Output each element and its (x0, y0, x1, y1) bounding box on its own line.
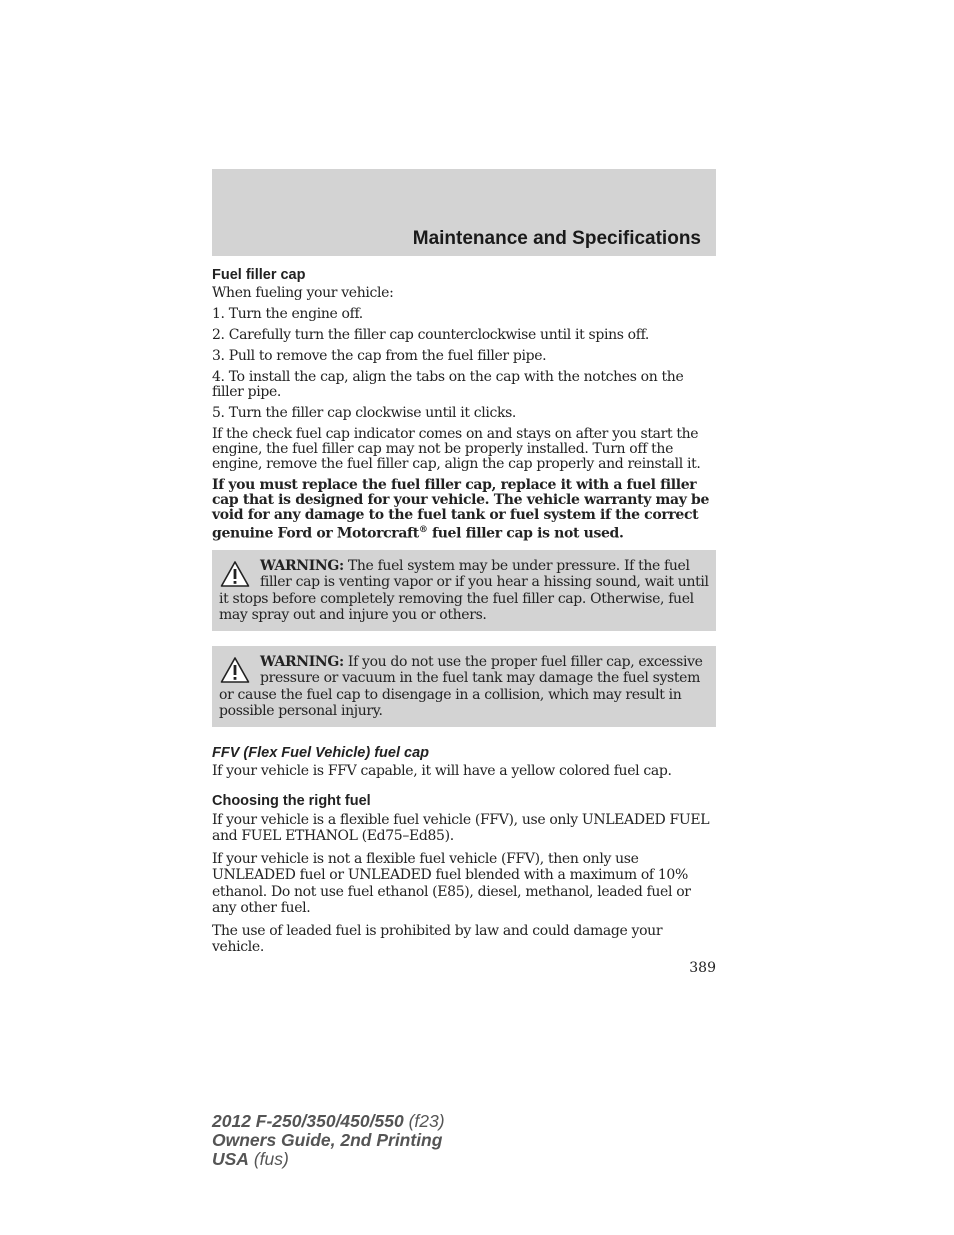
warning-box-pressure (212, 550, 716, 631)
warning-label: WARNING: (260, 653, 344, 670)
page-content (212, 267, 716, 962)
section-header-band (212, 169, 716, 256)
heading-ffv-fuel-cap: FFV (Flex Fuel Vehicle) fuel cap (212, 744, 430, 761)
warning-body: The fuel system may be under pressure. If the fuel filler cap is venting vapor or if you hear a hissing sound, wait until it stops before completely removing the fuel filler cap. Otherwise, fuel may spray out and injure you or others. (219, 557, 709, 624)
document-footer (212, 1112, 445, 1169)
step-1: 1. Turn the engine off. (212, 306, 363, 322)
replace-cap-note-b: fuel filler cap is not used. (427, 525, 624, 542)
step-3: 3. Pull to remove the cap from the fuel filler pipe. (212, 348, 547, 364)
warning-box-proper-cap (212, 646, 716, 727)
warning-text-proper-cap (219, 654, 710, 720)
footer-model-code: (f23) (403, 1111, 445, 1131)
step-5: 5. Turn the filler cap clockwise until it clicks. (212, 405, 517, 421)
footer-line-printing: Owners Guide, 2nd Printing (212, 1130, 443, 1150)
warning-triangle-icon (220, 656, 250, 684)
footer-line-model (212, 1112, 445, 1131)
heading-fuel-filler-cap: Fuel filler cap (212, 267, 306, 283)
footer-market-code: (fus) (248, 1149, 289, 1169)
footer-market: USA (212, 1149, 249, 1169)
page-number: 389 (689, 960, 716, 976)
warning-label: WARNING: (260, 557, 344, 574)
step-2: 2. Carefully turn the filler cap counterclockwise until it spins off. (212, 327, 650, 343)
ffv-text: If your vehicle is FFV capable, it will have a yellow colored fuel cap. (212, 762, 672, 779)
replace-cap-note (212, 478, 716, 542)
indicator-note: If the check fuel cap indicator comes on and stays on after you start the engine, the fuel filler cap may not be properly installed. Turn off the engine, remove the fuel filler cap, align the cap properly and reinstall it. (212, 426, 701, 472)
registered-mark: ® (418, 525, 428, 535)
footer-model: 2012 F-250/350/450/550 (212, 1111, 404, 1131)
warning-triangle-icon (220, 560, 250, 588)
fueling-intro: When fueling your vehicle: (212, 285, 394, 301)
heading-choosing-fuel: Choosing the right fuel (212, 792, 371, 809)
fuel-paragraph-leaded: The use of leaded fuel is prohibited by law and could damage your vehicle. (212, 922, 663, 956)
warning-body: If you do not use the proper fuel filler cap, excessive pressure or vacuum in the fuel tank may damage the fuel system or cause the fuel cap to disengage in a collision, which may result in possible personal injury. (219, 653, 703, 720)
section-title: Maintenance and Specifications (412, 228, 701, 249)
footer-line-market (212, 1150, 445, 1169)
fuel-paragraph-ffv: If your vehicle is a flexible fuel vehicle (FFV), use only UNLEADED FUEL and FUEL ETHANOL (Ed75–Ed85). (212, 811, 710, 845)
fuel-paragraph-non-ffv: If your vehicle is not a flexible fuel vehicle (FFV), then only use UNLEADED fuel or UNLEADED fuel blended with a maximum of 10% ethanol. Do not use fuel ethanol (E85), diesel, methanol, leaded fuel or any other fuel. (212, 850, 691, 917)
step-4: 4. To install the cap, align the tabs on the cap with the notches on the filler pipe. (212, 369, 684, 400)
warning-text-pressure (219, 558, 710, 624)
replace-cap-note-a: If you must replace the fuel filler cap, replace it with a fuel filler cap that is designed for your vehicle. The vehicle warranty may be void for any damage to the fuel tank or fuel system if the correct genuine Ford or Motorcraft (212, 477, 710, 542)
